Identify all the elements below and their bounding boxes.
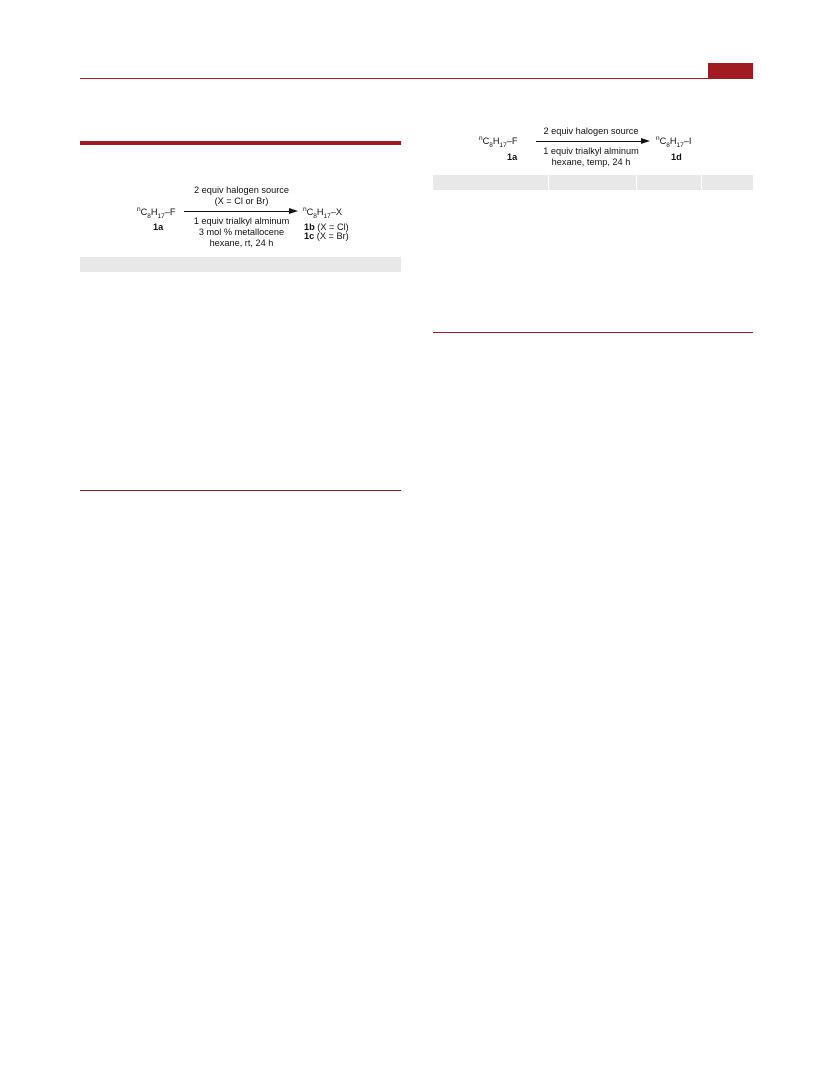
above-arrow-line-1: 2 equiv halogen source bbox=[193, 185, 289, 195]
reaction-arrow-head bbox=[289, 208, 298, 214]
table-top-rule bbox=[80, 141, 401, 145]
column-separator bbox=[701, 175, 702, 190]
reaction-arrow-shaft bbox=[536, 141, 642, 142]
column-separator bbox=[548, 175, 549, 190]
below-arrow-line-1: 1 equiv trialkyl alminum bbox=[543, 146, 639, 156]
below-arrow-line-2: hexane, temp, 24 h bbox=[551, 157, 631, 167]
reactant-formula: $^nC_8H_{17}-F$ bbox=[479, 134, 518, 149]
reactant-label: 1a bbox=[153, 222, 164, 232]
reaction-scheme-left bbox=[80, 185, 401, 255]
header-page-tab bbox=[708, 63, 753, 78]
reaction-arrow-head bbox=[641, 138, 650, 144]
product-label-1b: 1b (X = Cl) bbox=[304, 222, 349, 232]
below-arrow-line-3: hexane, rt, 24 h bbox=[209, 238, 274, 248]
product-label-1c: 1c (X = Br) bbox=[304, 231, 349, 241]
table-header-row-left bbox=[80, 257, 401, 272]
product-formula: $^nC_8H_{17}-X$ bbox=[303, 205, 343, 220]
above-arrow-line-2: (X = Cl or Br) bbox=[214, 196, 269, 206]
reaction-arrow-shaft bbox=[184, 211, 290, 212]
below-arrow-line-1: 1 equiv trialkyl alminum bbox=[193, 216, 290, 226]
reactant-formula: $^nC_8H_{17}-F$ bbox=[137, 205, 176, 220]
product-label: 1d bbox=[671, 152, 682, 162]
table-bottom-rule-right bbox=[433, 332, 753, 333]
reaction-scheme-right bbox=[433, 126, 753, 171]
below-arrow-line-2: 3 mol % metallocene bbox=[198, 227, 285, 237]
above-arrow-line-1: 2 equiv halogen source bbox=[543, 126, 639, 136]
reactant-label: 1a bbox=[507, 152, 518, 162]
header-rule bbox=[80, 78, 753, 79]
table-header-row-right bbox=[433, 175, 753, 190]
product-formula: $^nC_8H_{17}-I$ bbox=[656, 134, 692, 149]
column-separator bbox=[636, 175, 637, 190]
table-bottom-rule-left bbox=[80, 490, 401, 491]
